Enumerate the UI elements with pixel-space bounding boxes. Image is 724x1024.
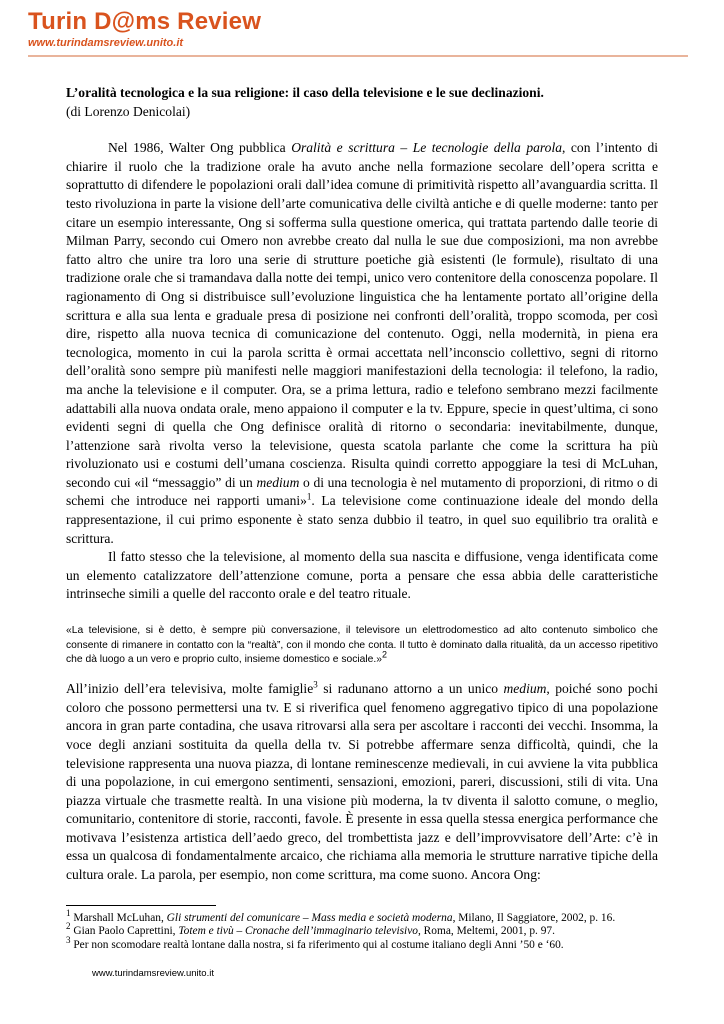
footnote-divider	[66, 905, 216, 906]
footnote-text: Per non scomodare realtà lontane dalla nostra, si fa riferimento qui al costume italiano degli Anni ’50 e ‘60.	[70, 938, 564, 951]
footnotes	[66, 905, 666, 952]
footnote-ref[interactable]: 1	[306, 491, 312, 502]
footnote-3	[66, 934, 666, 952]
paragraph-2: Il fatto stesso che la televisione, al momento della sua nascita e diffusione, venga identificata come un elemento catalizzatore dell’attenzione comune, porta a pensare che essa abbia delle caratteristiche intrinseche simili a quelle del racconto orale e del teatro rituale.	[66, 549, 658, 602]
footnote-text: Gian Paolo Caprettini,	[70, 925, 179, 938]
paragraph-text: , con l’intento di chiarire il ruolo che la tradizione orale ha avuto anche nella formazione secolare dell’opera scritta e soprattutto di difendere le popolazioni orali dall’idea comune di primitività rispetto all’avanguardia scritta. Il testo rivoluziona in parte la visione dell’arte comunicativa delle civiltà antiche e di quelle moderne: tanto per citare un esempio interessante, Ong si sofferma sulla questione omerica, qui trattata partendo dalle teorie di Milman Parry, secondo cui Omero non avrebbe creato dal nulla le sue due composizioni, ma non avrebbe fatto altro che unire tra loro una serie di strutture poetiche già esistenti (le formule), risultato di una tradizione orale che si tramandava dalla notte dei tempi, unico vero contenitore della conoscenza popolare. Il ragionamento di Ong si distribuisce sull’evoluzione linguistica che ha lentamente portato all’origine della scrittura e alla sua lenta e graduale presa di posizione nei confronti dell’oralità, troppo scomoda, per così dire, rispetto alla nuova tecnica di comunicazione del contenuto. Oggi, nella modernità, in piena era tecnologica, momento in cui la parola scritta è ormai accettata nell’inconscio collettivo, segni di ritorno dell’oralità sono sempre più manifesti nelle maggiori manifestazioni della tecnologia: il telefono, la radio, ma anche la televisione e il computer. Ora, se a prima lettura, radio e telefono sembrano mezzi facilmente adattabili alla nuova ondata orale, meno appaiono il computer e la tv. Eppure, specie in quest’ultima, ci sono evidenti segni di quella che Ong definisce oralità di ritorno o secondaria: inevitabilmente, dunque, l’attenzione sarà rivolta verso la televisione, questa scatola parlante che come la scrittura ha più rivoluzionato usi e costumi dell’umana coscienza. Risulta quindi corretto appoggiare la tesi di McLuhan, secondo cui «il “messaggio” di un	[66, 140, 658, 490]
site-logo: Turin D@ms Review	[28, 8, 262, 35]
site-url-link[interactable]: www.turindamsreview.unito.it	[28, 37, 184, 49]
footnote-title: Gli strumenti del comunicare – Mass media e società moderna	[166, 912, 453, 924]
paragraph-text: , poiché sono pochi coloro che possono permettersi una tv. E si riverifica quel fenomeno aggregativo tipico di una popolazione ancora in gran parte contadina, che usava ritrovarsi alla sera per ascoltare i racconti dei vecchi. Insomma, la voce degli anziani sostituita da quella della tv. Si potrebbe affermare senza difficoltà, quindi, che la televisione rappresenta una nuova piazza, di lontane reminescenze medievali, in cui avviene la vita pubblica di una popolazione, in cui emergono sentimenti, sensazioni, emozioni, pareri, discussioni, stili di vita. Una piazza virtuale che trasmette realtà. In una visione più moderna, la tv diventa il salotto comune, o meglio, comunitario, contenitore di storie, racconti, favole. È presente in essa quella stessa energica performance che motivava l’esistenza artistica dell’aedo greco, del trombettista jazz e dell’improvvisatore dell’Arte: c’è in essa un qualcosa di fondamentalmente arcaico, che richiama alla memoria le strutture narrative tipiche della cultura orale. La parola, per esempio, non come scrittura, ma come suono. Ancora Ong:	[66, 681, 658, 883]
paragraph-text: All’inizio dell’era televisiva, molte famiglie	[66, 681, 314, 697]
block-quote	[66, 624, 658, 668]
article-title: L’oralità tecnologica e la sua religione: il caso della televisione e le sue declinazioni.	[66, 85, 544, 100]
header-divider	[28, 55, 688, 57]
article-body	[66, 84, 658, 885]
quote-text: «La televisione, si è detto, è sempre più conversazione, il televisore un elettrodomestico ad alto contenuto simbolico che consente di rimanere in contatto con la “realtà”, con il mondo che conta. Il tutto è dominato dalla ritualità, da un accesso ripetitivo che dà luogo a un vero e proprio culto, insieme domestico e sociale.»	[66, 625, 658, 666]
footnote-2	[66, 921, 666, 938]
paragraph-text: si radunano attorno a un unico	[317, 681, 504, 697]
footnote-title: Totem e tivù – Cronache dell’immaginario televisivo	[178, 925, 418, 938]
footnote-number: 2	[66, 921, 71, 932]
paragraph-text: Nel 1986, Walter Ong pubblica	[108, 140, 292, 156]
article-author: (di Lorenzo Denicolai)	[66, 103, 191, 119]
footnote-ref[interactable]: 2	[381, 650, 387, 661]
footnote-number: 1	[66, 908, 71, 919]
footnote-ref[interactable]: 3	[313, 679, 318, 690]
footer-url: www.turindamsreview.unito.it	[92, 968, 214, 979]
footnote-1	[66, 908, 666, 925]
paragraph-text: o di una tecnologia è nel mutamento di proporzioni, di ritmo o di schemi che introduce nei rapporti umani»	[66, 474, 658, 509]
paragraph-text: . La televisione come continuazione ideale del mondo della rappresentazione, il cui primo esponente è stato senza dubbio il teatro, in quel suo equilibrio tra oralità e scrittura.	[66, 493, 658, 546]
paragraph-1	[66, 139, 658, 548]
footnote-text: Marshall McLuhan,	[70, 912, 167, 924]
italic-term: medium	[256, 474, 300, 490]
book-title: Oralità e scrittura – Le tecnologie della parola	[291, 140, 562, 156]
italic-term: medium	[503, 681, 547, 697]
site-header	[28, 8, 261, 50]
paragraph-3	[66, 680, 658, 885]
footnote-text: , Milano, Il Saggiatore, 2002, p. 16.	[452, 912, 616, 924]
footnote-text: , Roma, Meltemi, 2001, p. 97.	[417, 925, 555, 938]
footnote-number: 3	[66, 934, 71, 945]
